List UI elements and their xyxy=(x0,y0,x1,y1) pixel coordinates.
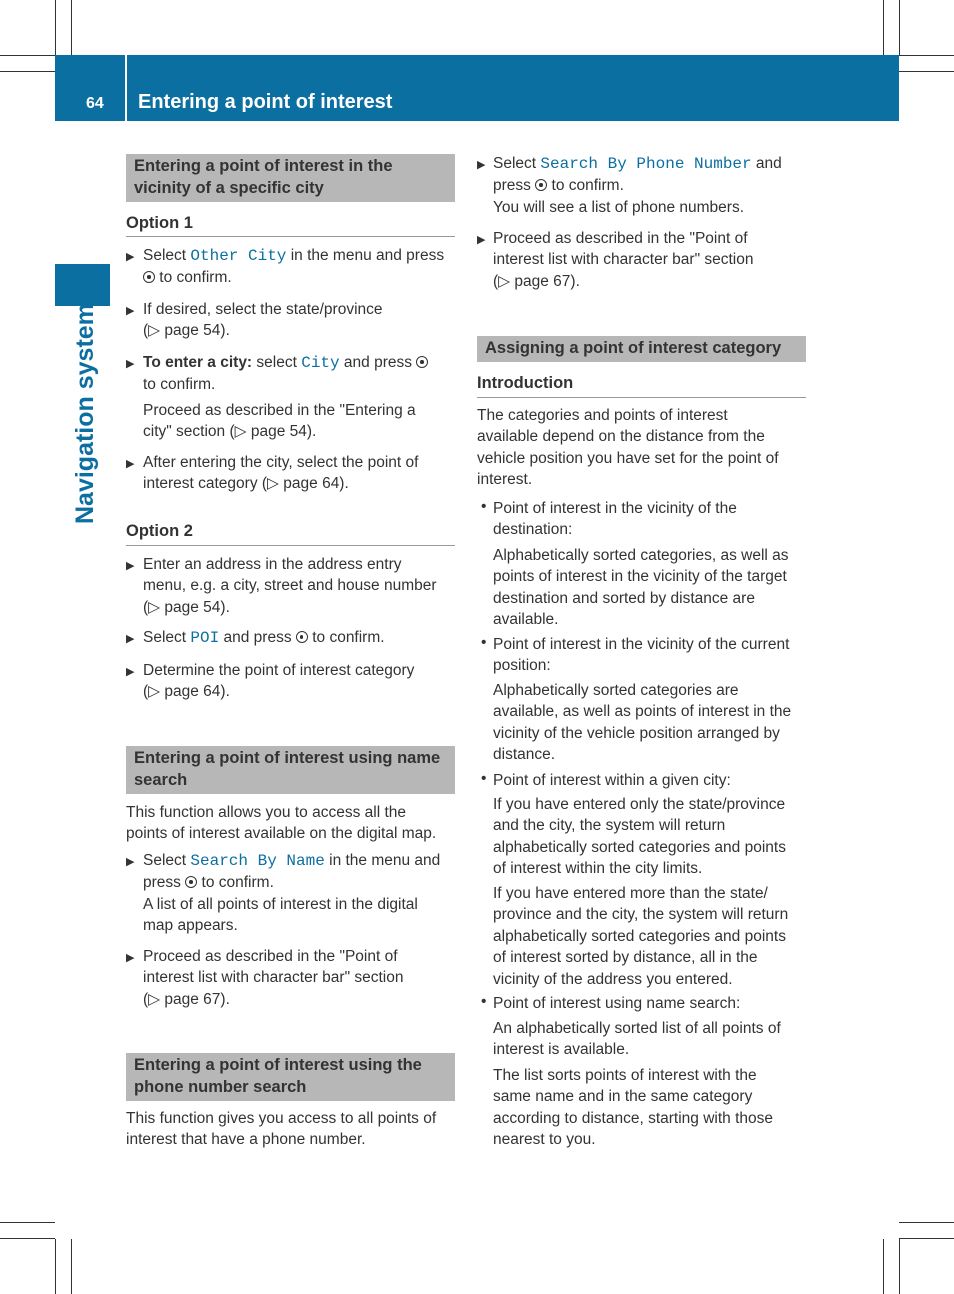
menu-item-code: City xyxy=(301,354,340,372)
step-select-search-by-name xyxy=(143,850,440,937)
controller-knob-icon xyxy=(416,356,428,368)
text: vehicle position you have set for the point of xyxy=(477,449,779,467)
text: You will see a list of phone numbers. xyxy=(493,198,745,216)
step-select-search-by-phone xyxy=(493,153,782,218)
page-reference: (▷ page 67). xyxy=(493,272,580,290)
text: according to distance, starting with those xyxy=(493,1109,774,1127)
category-intro xyxy=(477,405,779,491)
bullet-destination-detail xyxy=(493,545,789,631)
step-enter-city xyxy=(143,352,428,396)
step-select-other-city xyxy=(143,245,444,289)
text: After entering the city, select the point of xyxy=(143,454,419,471)
controller-knob-icon xyxy=(143,271,155,283)
crop-mark xyxy=(0,55,55,56)
text: interest list with character bar" section xyxy=(493,251,754,269)
text: Proceed as described in the "Point of xyxy=(143,948,398,965)
text: and press xyxy=(219,629,292,646)
text: province and the city, the system will return xyxy=(493,906,789,924)
text: of interest sorted by distance, all in the xyxy=(493,949,758,967)
text: Point of interest in the vicinity of the current xyxy=(493,636,790,653)
text: Proceed as described in the "Entering a xyxy=(143,402,416,419)
text: Select xyxy=(143,629,191,646)
step-marker: ▶ xyxy=(126,633,135,645)
page-reference: (▷ page 64). xyxy=(143,683,230,701)
page-number: 64 xyxy=(86,95,104,112)
text: nearest to you. xyxy=(493,1131,596,1149)
text: vicinity of the vehicle position arranged by xyxy=(493,724,780,742)
step-marker: ▶ xyxy=(126,952,135,964)
crop-mark xyxy=(899,1238,954,1239)
text: Select xyxy=(493,155,541,172)
text: and xyxy=(751,155,782,172)
text: in the menu and press xyxy=(286,247,445,264)
bullet-given-city-detail-2 xyxy=(493,883,788,990)
text: interest. xyxy=(477,471,533,489)
step-proceed-char-bar xyxy=(143,946,404,1010)
text: Select xyxy=(143,247,191,264)
text: to confirm. xyxy=(155,269,232,287)
option-1-heading: Option 1 xyxy=(126,214,193,232)
option-2-heading: Option 2 xyxy=(126,522,193,540)
text: Determine the point of interest category xyxy=(143,662,415,679)
step-marker: ▶ xyxy=(126,305,135,317)
crop-mark xyxy=(883,1239,884,1294)
page-reference: (▷ page 54). xyxy=(143,322,230,340)
crop-mark xyxy=(899,1239,900,1294)
text: press xyxy=(143,874,181,892)
text: of interest within the city limits. xyxy=(493,860,703,878)
bullet-name-search-detail-2 xyxy=(493,1065,773,1151)
text: interest category (▷ page 64). xyxy=(143,475,349,493)
step-proceed-char-bar xyxy=(493,228,754,292)
text: destination and sorted by distance are xyxy=(493,589,755,607)
step-determine-category xyxy=(143,660,414,703)
text: available depend on the distance from the xyxy=(477,428,765,446)
text: interest is available. xyxy=(493,1041,630,1059)
controller-knob-icon xyxy=(535,179,547,191)
text: This function gives you access to all points of xyxy=(126,1110,437,1127)
text: available. xyxy=(493,611,559,629)
page-reference: (▷ page 67). xyxy=(143,990,230,1008)
text: If desired, select the state/province xyxy=(143,301,383,318)
crop-mark xyxy=(899,1222,954,1223)
text: to confirm. xyxy=(197,874,274,892)
header-divider xyxy=(125,55,127,121)
text: city" section (▷ page 54). xyxy=(143,423,317,441)
bullet-name-search-detail xyxy=(493,1018,781,1061)
crop-mark xyxy=(883,0,884,55)
crop-mark xyxy=(899,55,954,56)
controller-knob-icon xyxy=(296,631,308,643)
text: to confirm. xyxy=(143,376,216,394)
text: Point of interest in the vicinity of the xyxy=(493,500,737,517)
crop-mark xyxy=(0,1222,55,1223)
bullet-dot: • xyxy=(481,634,487,651)
side-tab-marker xyxy=(55,264,110,306)
text: map appears. xyxy=(143,917,238,935)
bullet-given-city-detail xyxy=(493,794,786,880)
text: Point of interest within a given city: xyxy=(493,772,731,789)
text: If you have entered only the state/province xyxy=(493,796,786,813)
text: Select xyxy=(143,852,191,869)
text: interest that have a phone number. xyxy=(126,1131,366,1149)
step-marker: ▶ xyxy=(126,856,135,868)
divider xyxy=(126,545,455,546)
menu-item-code: Search By Name xyxy=(190,852,325,870)
text: same name and in the same category xyxy=(493,1088,753,1106)
divider xyxy=(477,397,806,398)
text: vicinity of the address you entered. xyxy=(493,970,733,988)
page-title: Entering a point of interest xyxy=(138,91,393,113)
phone-search-intro xyxy=(126,1108,436,1151)
text: alphabetically sorted categories and points xyxy=(493,927,786,945)
bullet-dot: • xyxy=(481,993,487,1010)
menu-item-code: POI xyxy=(190,629,220,647)
text: to confirm. xyxy=(547,177,624,195)
text: press xyxy=(493,177,531,195)
bullet-given-city xyxy=(493,770,731,791)
step-marker: ▶ xyxy=(126,458,135,470)
text: available, as well as points of interest in the xyxy=(493,703,792,721)
section-heading-phone-search: Entering a point of interest using the phone number search xyxy=(126,1053,455,1101)
text: alphabetically sorted categories and points xyxy=(493,838,786,856)
step-marker: ▶ xyxy=(126,251,135,263)
text: Proceed as described in the "Point of xyxy=(493,230,748,247)
controller-knob-icon xyxy=(185,876,197,888)
crop-mark xyxy=(71,0,72,55)
text: destination: xyxy=(493,521,573,539)
text: The categories and points of interest xyxy=(477,407,728,424)
text: interest list with character bar" section xyxy=(143,969,404,987)
text: menu, e.g. a city, street and house number xyxy=(143,577,437,595)
crop-mark xyxy=(55,1239,56,1294)
bullet-name-search xyxy=(493,993,740,1014)
text: in the menu and xyxy=(324,852,441,869)
text: Point of interest using name search: xyxy=(493,995,741,1012)
step-select-category xyxy=(143,452,418,495)
text: The list sorts points of interest with the xyxy=(493,1067,757,1084)
step-select-poi xyxy=(143,627,385,649)
text: to confirm. xyxy=(307,629,385,646)
divider xyxy=(126,236,455,237)
step-note xyxy=(143,400,416,443)
introduction-heading: Introduction xyxy=(477,374,574,392)
text: A list of all points of interest in the digital xyxy=(143,895,418,913)
step-marker: ▶ xyxy=(126,666,135,678)
bullet-destination xyxy=(493,498,737,541)
menu-item-code: Other City xyxy=(190,247,287,265)
step-marker: ▶ xyxy=(477,234,486,246)
name-search-intro xyxy=(126,802,436,845)
bullet-current-position xyxy=(493,634,789,677)
step-marker: ▶ xyxy=(126,560,135,572)
crop-mark xyxy=(55,0,56,55)
text: select xyxy=(252,354,302,371)
crop-mark xyxy=(899,0,900,55)
crop-mark xyxy=(0,71,55,72)
crop-mark xyxy=(71,1239,72,1294)
menu-item-code: Search By Phone Number xyxy=(540,155,752,173)
text: An alphabetically sorted list of all points of xyxy=(493,1020,781,1037)
side-tab-label: Navigation system xyxy=(71,303,99,524)
text: Enter an address in the address entry xyxy=(143,556,402,573)
text: Alphabetically sorted categories, as well as xyxy=(493,547,789,564)
step-marker: ▶ xyxy=(477,159,486,171)
section-heading-vicinity: Entering a point of interest in the vicinity of a specific city xyxy=(126,154,455,202)
step-select-state xyxy=(143,299,383,342)
step-marker: ▶ xyxy=(126,358,135,370)
section-heading-category: Assigning a point of interest category xyxy=(477,336,806,362)
text: To enter a city: xyxy=(143,354,253,371)
bullet-dot: • xyxy=(481,498,487,515)
text: Alphabetically sorted categories are xyxy=(493,682,739,699)
text: and the city, the system will return xyxy=(493,817,726,835)
bullet-current-position-detail xyxy=(493,680,791,766)
page-reference: (▷ page 54). xyxy=(143,598,230,616)
text: and press xyxy=(339,354,413,371)
crop-mark xyxy=(899,71,954,72)
text: This function allows you to access all the xyxy=(126,804,406,821)
text: points of interest available on the digital map. xyxy=(126,825,437,843)
text: distance. xyxy=(493,746,556,764)
crop-mark xyxy=(0,1238,55,1239)
step-enter-address xyxy=(143,554,437,618)
text: position: xyxy=(493,657,551,675)
section-heading-name-search: Entering a point of interest using name search xyxy=(126,746,455,794)
text: If you have entered more than the state/ xyxy=(493,885,768,902)
bullet-dot: • xyxy=(481,770,487,787)
text: points of interest in the vicinity of the target xyxy=(493,568,787,586)
